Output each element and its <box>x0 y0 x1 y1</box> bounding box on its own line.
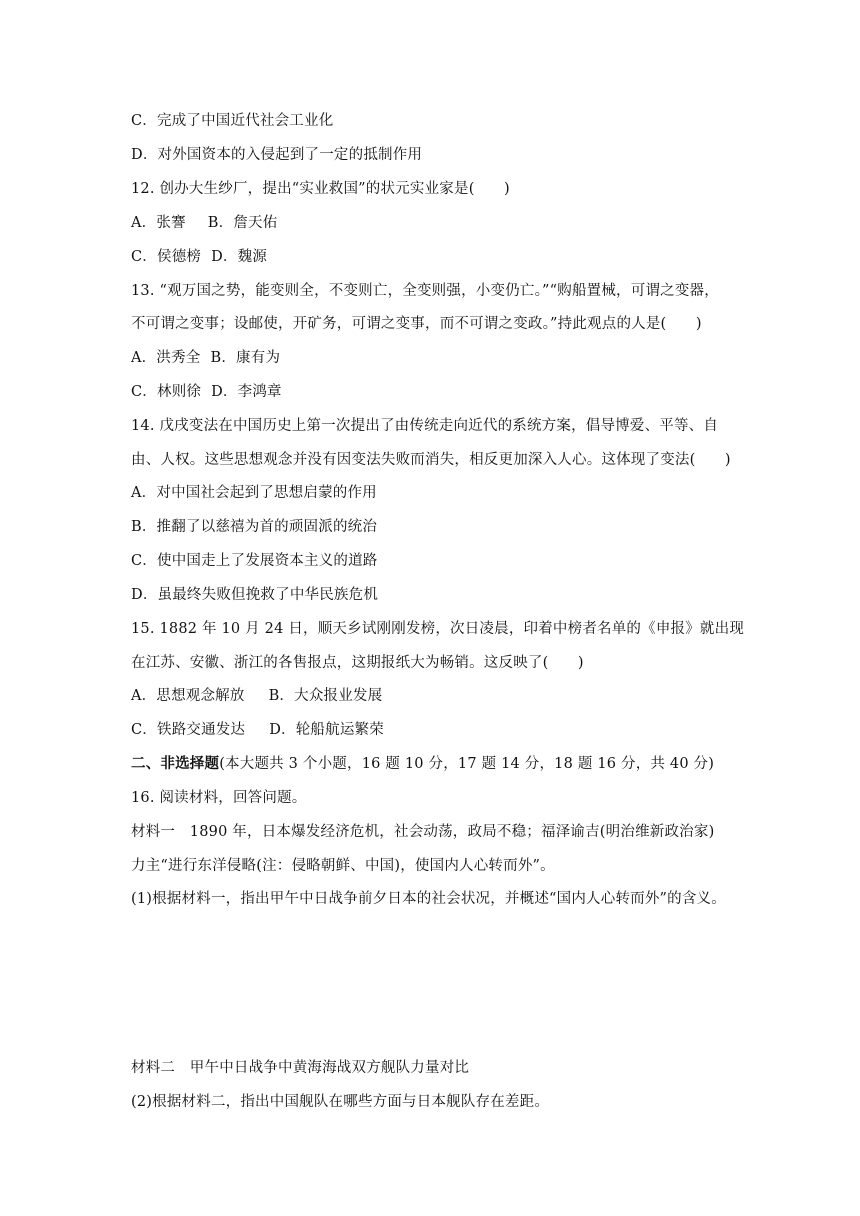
q13-option-c: C．林则徐 <box>131 384 202 400</box>
q13-options-cd <box>131 382 741 402</box>
q15-stem-line1: 15. 1882 年 10 月 24 日，顺天乡试刚刚发榜，次日凌晨，印着中榜者名单的《申报》就出现 <box>131 621 745 637</box>
q12-options-ab <box>131 213 741 233</box>
q11-option-c: C．完成了中国近代社会工业化 <box>131 113 334 129</box>
q12-stem: 12. 创办大生纱厂，提出“实业救国”的状元实业家是( ) <box>131 181 510 197</box>
section2-heading-line <box>131 754 741 774</box>
q16-stem: 16. 阅读材料，回答问题。 <box>131 790 307 806</box>
q14-stem-line1: 14. 戊戌变法在中国历史上第一次提出了由传统走向近代的系统方案，倡导博爱、平等、自 <box>131 418 719 434</box>
q13-option-d: D．李鸿章 <box>211 384 282 400</box>
q16-subquestion2: (2)根据材料二，指出中国舰队在哪些方面与日本舰队存在差距。 <box>131 1094 550 1110</box>
q12-option-a: A．张謇 <box>131 215 186 231</box>
q16-material1-line1: 材料一 1890 年，日本爆发经济危机，社会动荡，政局不稳；福泽谕吉(明治维新政治家) <box>131 824 715 840</box>
q15-options-ab <box>131 686 741 706</box>
q15-option-a: A．思想观念解放 <box>131 688 245 704</box>
q14-option-b: B．推翻了以慈禧为首的顽固派的统治 <box>131 519 378 535</box>
q16-subquestion1: (1)根据材料一，指出甲午中日战争前夕日本的社会状况，并概述“国内人心转而外”的含义。 <box>131 891 726 907</box>
q13-stem-line1: 13. “观万国之势，能变则全，不变则亡，全变则强，小变仍亡。”“购船置械，可谓之变器， <box>131 283 719 299</box>
q12-option-c: C．侯德榜 <box>131 249 202 265</box>
q15-options-cd <box>131 720 741 740</box>
q16-material2: 材料二 甲午中日战争中黄海海战双方舰队力量对比 <box>131 1060 470 1076</box>
q14-option-d: D．虽最终失败但挽救了中华民族危机 <box>131 587 379 603</box>
q13-options-ab <box>131 348 741 368</box>
section2-heading: 二、非选择题 <box>131 755 220 772</box>
q14-option-a: A．对中国社会起到了思想启蒙的作用 <box>131 485 377 501</box>
section2-note: (本大题共 3 个小题，16 题 10 分，17 题 14 分，18 题 16 分，共 40 分) <box>219 756 715 772</box>
q13-stem-line2: 不可谓之变事；设邮使，开矿务，可谓之变事，而不可谓之变政。”持此观点的人是( ) <box>131 316 702 332</box>
q15-option-d: D．轮船航运繁荣 <box>269 722 384 738</box>
q16-material1-line2: 力主“进行东洋侵略(注：侵略朝鲜、中国)，使国内人心转而外”。 <box>131 858 555 874</box>
q13-option-b: B．康有为 <box>210 350 281 366</box>
q12-options-cd <box>131 247 741 267</box>
q14-option-c: C．使中国走上了发展资本主义的道路 <box>131 553 378 569</box>
q12-option-b: B．詹天佑 <box>207 215 278 231</box>
q14-stem-line2: 由、人权。这些思想观念并没有因变法失败而消失，相反更加深入人心。这体现了变法( ) <box>131 452 731 468</box>
q12-option-d: D．魏源 <box>211 249 268 265</box>
q13-option-a: A．洪秀全 <box>131 350 201 366</box>
q15-option-b: B．大众报业发展 <box>268 688 383 704</box>
q15-stem-line2: 在江苏、安徽、浙江的各售报点，这期报纸大为畅销。这反映了( ) <box>131 655 584 671</box>
q11-option-d: D．对外国资本的入侵起到了一定的抵制作用 <box>131 147 423 163</box>
q15-option-c: C．铁路交通发达 <box>131 722 246 738</box>
